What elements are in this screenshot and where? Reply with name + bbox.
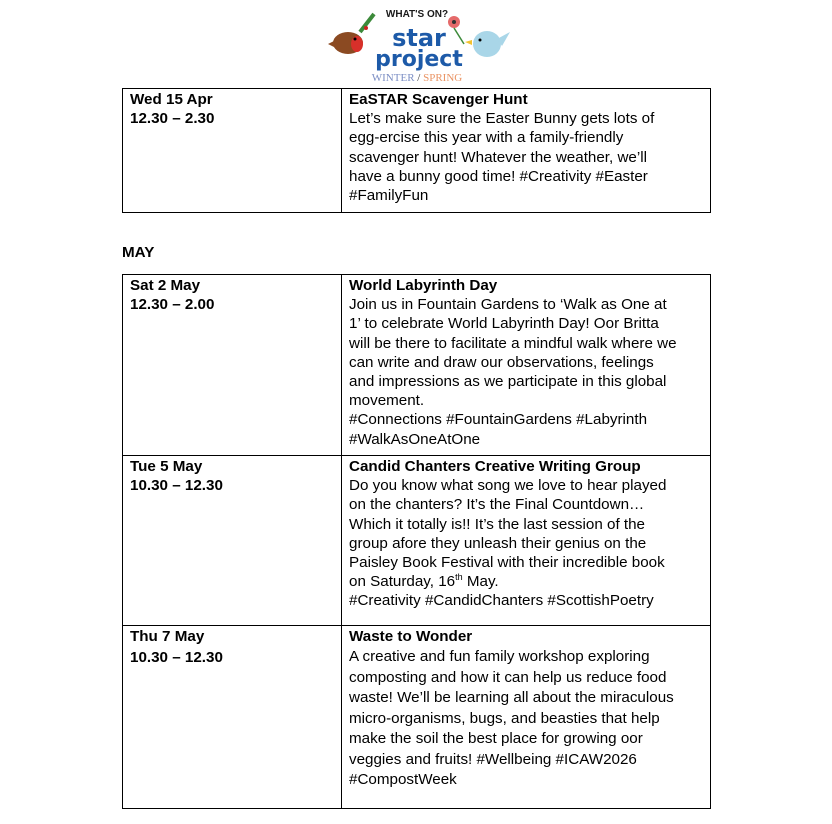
description-line: on the chanters? It’s the Final Countdown… — [349, 496, 645, 514]
description-line: #Connections #FountainGardens #Labyrinth — [349, 411, 648, 429]
description-line: movement. — [349, 392, 425, 410]
event-date: Sat 2 May — [130, 277, 201, 294]
description-line: group afore they unleash their genius on the — [349, 534, 647, 552]
event-date: Tue 5 May — [130, 458, 203, 475]
table-row — [123, 89, 711, 213]
svg-text:WHAT'S ON?: WHAT'S ON? — [385, 9, 449, 20]
may-events-table — [122, 274, 711, 809]
event-time: 10.30 – 12.30 — [130, 477, 223, 495]
description-line: and impressions as we participate in this global — [349, 373, 667, 391]
description-line: will be there to facilitate a mindful walk where we — [349, 334, 677, 352]
description-line: egg-ercise this year with a family-friendly — [349, 129, 624, 147]
description-line: Let’s make sure the Easter Bunny gets lots of — [349, 110, 655, 128]
description-line: Do you know what song we love to hear played — [349, 477, 667, 495]
description-line: veggies and fruits! #Wellbeing #ICAW2026 — [349, 750, 637, 768]
event-time: 12.30 – 2.30 — [130, 110, 215, 128]
description-line: #WalkAsOneAtOne — [349, 430, 481, 448]
event-description — [349, 476, 703, 610]
event-title: Waste to Wonder — [349, 628, 473, 645]
date-text: May. — [462, 573, 499, 591]
event-time: 12.30 – 2.00 — [130, 296, 215, 314]
description-line: micro-organisms, bugs, and beasties that help — [349, 709, 660, 727]
description-line: 1’ to celebrate World Labyrinth Day! Oor Britta — [349, 315, 659, 333]
event-title: Candid Chanters Creative Writing Group — [349, 458, 641, 475]
event-description — [349, 109, 703, 205]
bluebird-icon — [465, 31, 510, 57]
svg-text:project: project — [375, 47, 463, 72]
robin-icon — [328, 32, 363, 54]
date-text: on Saturday, 16 — [349, 573, 456, 591]
table-row — [123, 275, 711, 456]
description-line: #CompostWeek — [349, 771, 457, 789]
event-title: World Labyrinth Day — [349, 277, 498, 294]
event-description — [349, 647, 703, 791]
description-line: can write and draw our observations, feelings — [349, 353, 654, 371]
event-description — [349, 295, 703, 449]
description-line: Which it totally is!! It’s the last session of the — [349, 515, 646, 533]
ordinal-suffix: th — [455, 572, 463, 583]
description-line: make the soil the best place for growing oor — [349, 730, 643, 748]
description-line: Join us in Fountain Gardens to ‘Walk as One at — [349, 296, 667, 314]
flower-icon — [448, 16, 464, 44]
event-time: 10.30 – 12.30 — [130, 649, 223, 667]
svg-text:star: star — [392, 24, 446, 52]
table-row — [123, 456, 711, 626]
description-line: composting and how it can help us reduce food — [349, 668, 667, 686]
description-line: scavenger hunt! Whatever the weather, we’ll — [349, 148, 648, 166]
event-title: EaSTAR Scavenger Hunt — [349, 91, 528, 108]
description-line: have a bunny good time! #Creativity #Easter — [349, 167, 648, 185]
event-date: Wed 15 Apr — [130, 91, 213, 108]
hashtags: #Creativity #CandidChanters #ScottishPoetry — [349, 592, 654, 610]
month-heading: MAY — [122, 244, 155, 261]
description-line: A creative and fun family workshop exploring — [349, 648, 650, 666]
svg-text:WINTER / SPRING: WINTER / SPRING — [371, 72, 463, 84]
star-project-logo — [322, 4, 512, 84]
event-date: Thu 7 May — [130, 628, 205, 645]
description-line: #FamilyFun — [349, 187, 429, 205]
table-row — [123, 626, 711, 809]
holly-icon — [360, 14, 374, 32]
april-events-table — [122, 88, 711, 213]
description-line: waste! We’ll be learning all about the miraculous — [349, 689, 674, 707]
description-line — [349, 572, 703, 591]
description-line: Paisley Book Festival with their incredible book — [349, 554, 665, 572]
